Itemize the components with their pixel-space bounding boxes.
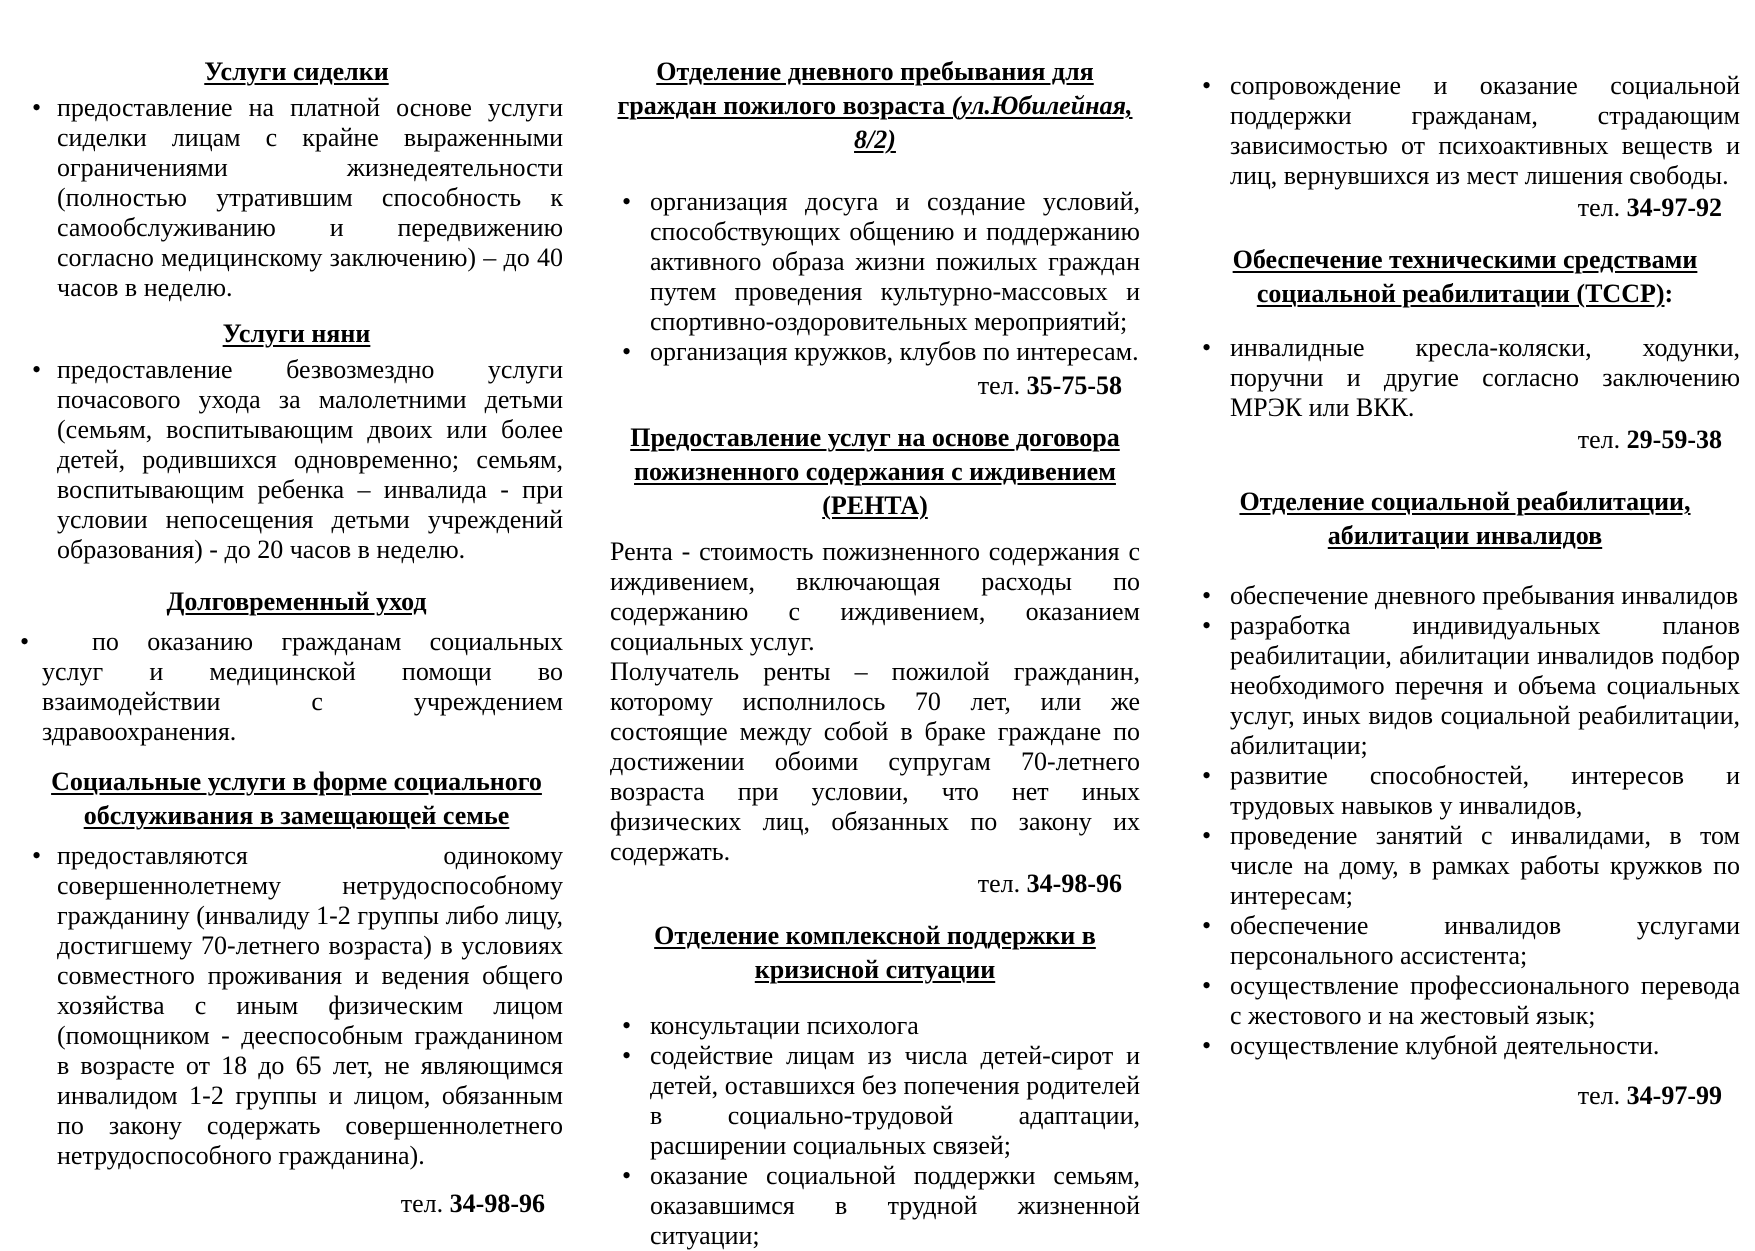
heading-suffix: :	[1664, 279, 1674, 308]
tel-label: тел.	[400, 1189, 444, 1218]
bullet-item: • предоставление безвозмездно услуги почасового ухода за малолетними детьми (семьям, воспитывающим двоих или более детей, родившихся одновременно; семьям, воспитывающим ребенка – инвалида - при условии непосещения детьми учреждений образования) - до 20 часов в неделю.	[30, 355, 563, 565]
column-1	[0, 55, 585, 1251]
section-heading-longterm-care	[30, 585, 563, 619]
section-heading-rehabilitation	[1190, 485, 1740, 553]
bullet-item: • осуществление клубной деятельности.	[1190, 1031, 1740, 1061]
bullet-item: • предоставление на платной основе услуги сиделки лицам с крайне выраженными ограничениями жизнедеятельности (полностью утратившим способность к самообслуживанию и передвижению согласно медицинскому заключению) – до 40 часов в неделю.	[30, 93, 563, 303]
section-heading-tssr	[1190, 243, 1740, 311]
bullet-item: • консультации психолога	[610, 1011, 1140, 1041]
section-heading-crisis-support	[610, 919, 1140, 987]
tel-number: 34-97-92	[1626, 193, 1722, 222]
heading-text: Услуги сиделки	[204, 57, 389, 86]
tel-line	[30, 1189, 563, 1219]
bullet-item: • осуществление профессионального перевода с жестового и на жестовый язык;	[1190, 971, 1740, 1031]
section-heading-day-department	[610, 55, 1140, 157]
tel-label: тел.	[977, 371, 1021, 400]
heading-text: Отделение комплексной поддержки в кризисной ситуации	[654, 921, 1096, 984]
bullet-item: • проведение занятий с инвалидами, в том числе на дому, в рамках работы кружков по интересам;	[1190, 821, 1740, 911]
tel-number: 34-97-99	[1626, 1081, 1722, 1110]
heading-text: Отделение дневного пребывания для граждан пожилого возраста	[617, 57, 1094, 120]
tel-line	[610, 371, 1140, 401]
bullet-item: • организация кружков, клубов по интересам.	[610, 337, 1140, 367]
section-heading-sidelka	[30, 55, 563, 89]
heading-address: (ул.Юбилейная, 8/2)	[854, 91, 1133, 154]
section-heading-renta	[610, 421, 1140, 523]
bullet-item: • содействие лицам из числа детей-сирот и детей, оставшихся без попечения родителей в социально-трудовой адаптации, расширении социальных связей;	[610, 1041, 1140, 1161]
column-3	[1170, 55, 1755, 1251]
bullet-item: • предоставляются одинокому совершеннолетнему нетрудоспособному гражданину (инвалиду 1-2 группы либо лицу, достигшему 70-летнего возраста) в условиях совместного проживания и ведения общего хозяйства с иным физическим лицом (помощником - дееспособным гражданином в возрасте от 18 до 65 лет, не являющимся инвалидом 1-2 группы и лицом, обязанным по закону содержать совершеннолетнего нетрудоспособного гражданина).	[30, 841, 563, 1171]
heading-text: Предоставление услуг на основе договора пожизненного содержания с иждивением (РЕНТА)	[630, 423, 1120, 520]
tel-label: тел.	[977, 869, 1021, 898]
tel-label: тел.	[1577, 425, 1621, 454]
bullet-item: • развитие способностей, интересов и трудовых навыков у инвалидов,	[1190, 761, 1740, 821]
bullet-item: • организация досуга и создание условий, способствующих общению и поддержанию активного образа жизни пожилых граждан путем проведения культурно-массовых и спортивно-оздоровительных мероприятий;	[610, 187, 1140, 337]
bullet-item: • обеспечение дневного пребывания инвалидов	[1190, 581, 1740, 611]
heading-text: Обеспечение техническими средствами социальной реабилитации (ТССР)	[1232, 245, 1698, 308]
column-2	[585, 55, 1170, 1251]
tel-number: 34-98-96	[449, 1189, 545, 1218]
tel-line	[1190, 425, 1740, 455]
bullet-item: • обеспечение инвалидов услугами персонального ассистента;	[1190, 911, 1740, 971]
heading-text: Долговременный уход	[166, 587, 427, 616]
bullet-item: • сопровождение и оказание социальной поддержки гражданам, страдающим зависимостью от психоактивных веществ и лиц, вернувшихся из мест лишения свободы.	[1190, 71, 1740, 191]
bullet-item: • по оказанию гражданам социальных услуг и медицинской помощи во взаимодействии с учреждением здравоохранения.	[30, 627, 563, 747]
tel-number: 35-75-58	[1026, 371, 1122, 400]
tel-line	[1190, 193, 1740, 223]
tel-number: 29-59-38	[1626, 425, 1722, 454]
bullet-item: • оказание социальной поддержки семьям, оказавшимся в трудной жизненной ситуации;	[610, 1161, 1140, 1251]
tel-label: тел.	[1577, 193, 1621, 222]
section-heading-foster-family	[30, 765, 563, 833]
tel-number: 34-98-96	[1026, 869, 1122, 898]
paragraph: Рента - стоимость пожизненного содержания с иждивением, включающая расходы по содержанию с иждивением, оказанием социальных услуг.	[610, 537, 1140, 656]
tel-line	[1190, 1081, 1740, 1111]
tel-line	[610, 869, 1140, 899]
heading-text: Отделение социальной реабилитации, абилитации инвалидов	[1239, 487, 1691, 550]
tel-label: тел.	[1577, 1081, 1621, 1110]
paragraph: Получатель ренты – пожилой гражданин, которому исполнилось 70 лет, или же состоящие между собой в браке граждане по достижении обоими супругам 70-летнего возраста при условии, что нет иных физических лиц, обязанных по закону их содержать.	[610, 657, 1140, 866]
section-heading-nanny	[30, 317, 563, 351]
heading-text: Социальные услуги в форме социального обслуживания в замещающей семье	[51, 767, 542, 830]
heading-text: Услуги няни	[222, 319, 371, 348]
bullet-item: • разработка индивидуальных планов реабилитации, абилитации инвалидов подбор необходимого перечня и объема социальных услуг, иных видов социальной реабилитации, абилитации;	[1190, 611, 1740, 761]
bullet-item: • инвалидные кресла-коляски, ходунки, поручни и другие согласно заключению МРЭК или ВКК.	[1190, 333, 1740, 423]
